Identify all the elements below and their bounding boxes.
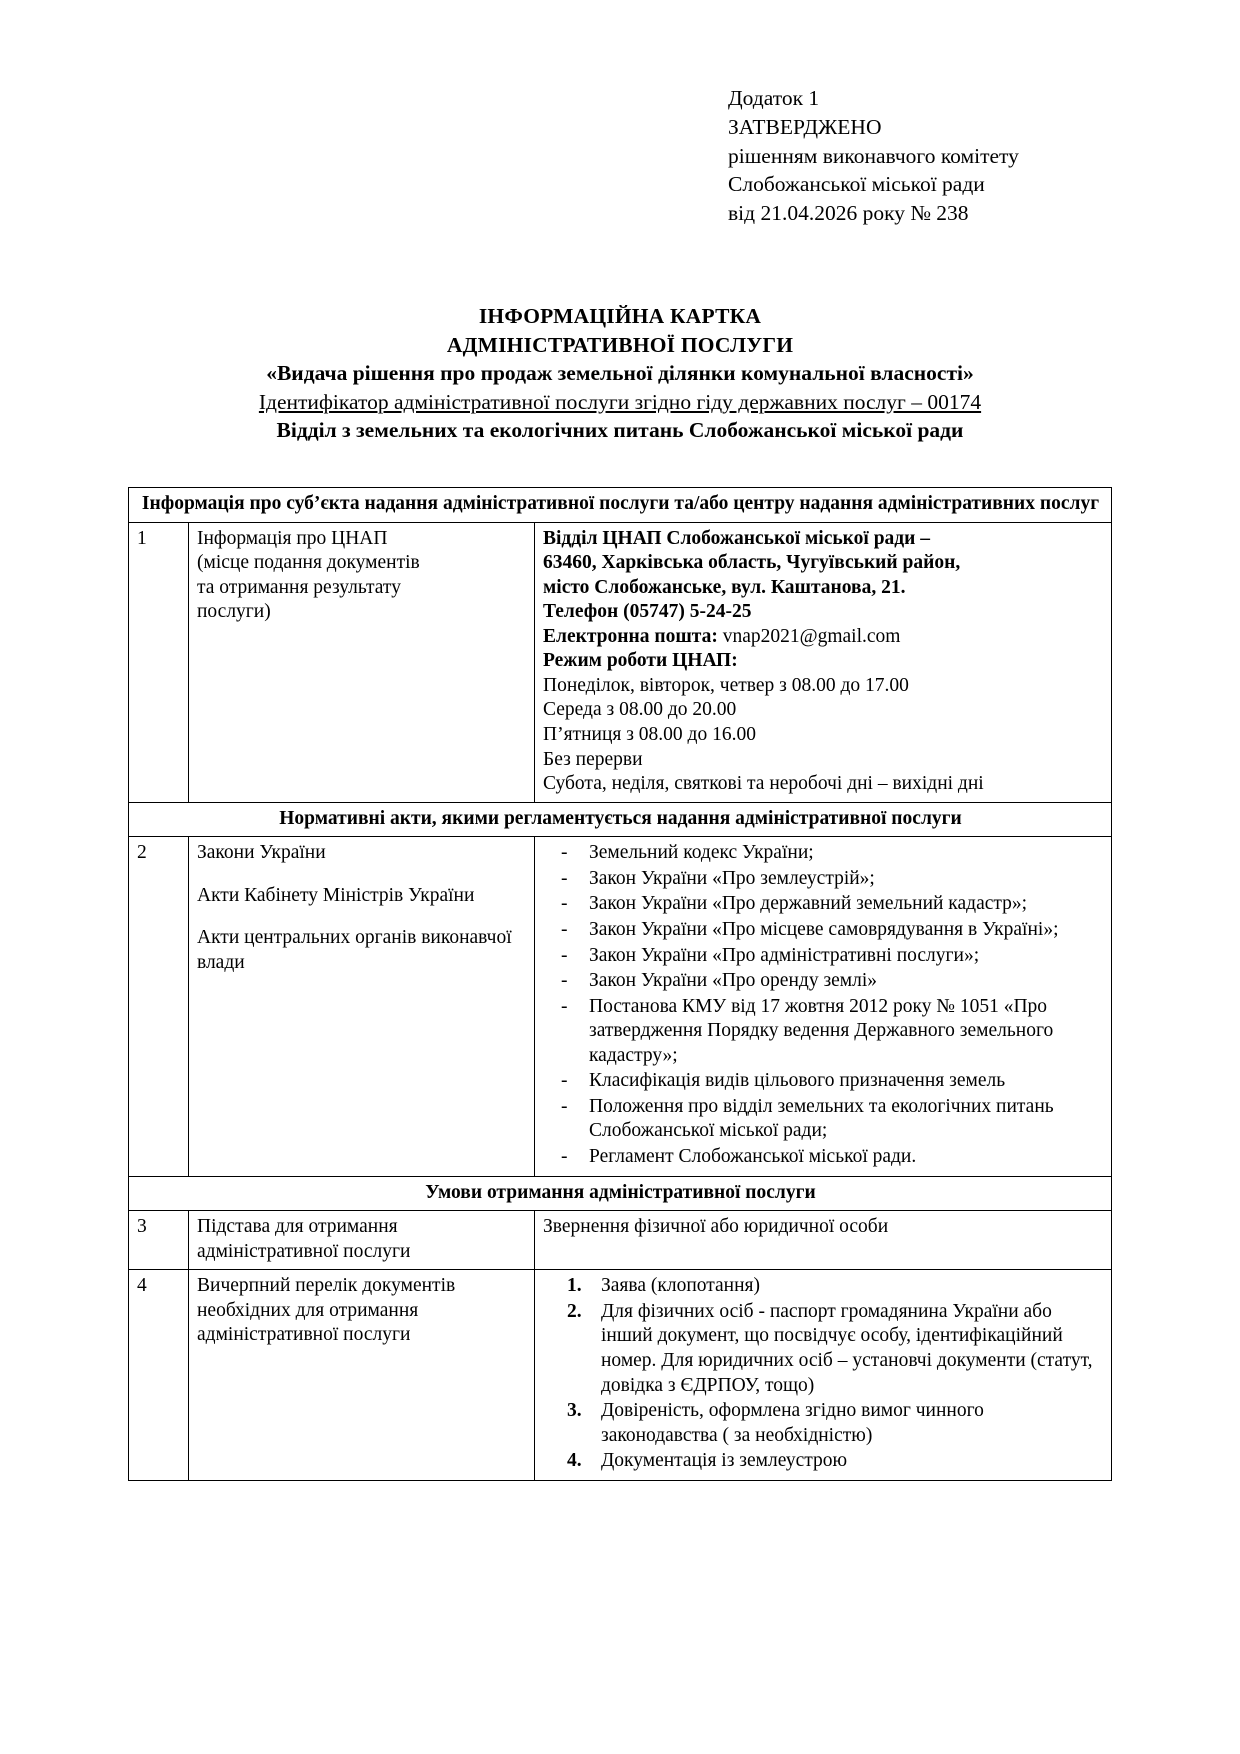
label-line: Інформація про ЦНАП (197, 527, 388, 549)
list-item: - Регламент Слобожанської міської ради. (543, 1145, 1104, 1170)
address-line: 63460, Харківська область, Чугуївський район, (543, 552, 961, 574)
row-label-documents: Вичерпний перелік документів необхідних для отримання адміністративної послуги (189, 1270, 535, 1481)
approval-line-5: від 21.04.2026 року № 238 (728, 201, 969, 226)
table-section-row (129, 487, 1112, 522)
table-section-row (129, 802, 1112, 837)
list-item: - Закон України «Про місцеве самоврядування в Україні»; (543, 918, 1104, 943)
list-item: Документація із землеустрою (601, 1450, 848, 1472)
email-label: Електронна пошта: (543, 625, 718, 647)
list-item: Для фізичних осіб - паспорт громадянина України або інший документ, що посвідчує особу, ідентифікаційний номер. Для юридичних осіб – установчі документи (статут, довідка з ЄДРПОУ, тощо) (601, 1300, 1093, 1396)
section-header-conditions: Умови отримання адміністративної послуги (129, 1176, 1112, 1211)
list-item: - Класифікація видів цільового призначення земель (543, 1069, 1104, 1094)
address-line: місто Слобожанське, вул. Каштанова, 21. (543, 576, 906, 598)
approval-line-3: рішенням виконавчого комітету (728, 143, 1019, 168)
row-value-documents (535, 1270, 1112, 1481)
list-item: - Закон України «Про оренду землі» (543, 969, 1104, 994)
approval-line-4: Слобожанської міської ради (728, 172, 985, 197)
table-section-row (129, 1176, 1112, 1211)
list-item: - Закон України «Про адміністративні послуги»; (543, 944, 1104, 969)
responsible-department: Відділ з земельних та екологічних питань Слобожанської міської ради (276, 418, 964, 443)
table-row (129, 522, 1112, 802)
address-line: Відділ ЦНАП Слобожанської міської ради – (543, 527, 931, 549)
table-row (129, 837, 1112, 1176)
schedule-line: Середа з 08.00 до 20.00 (543, 699, 737, 721)
approval-line-1: Додаток 1 (728, 86, 820, 110)
service-identifier: Ідентифікатор адміністративної послуги згідно гіду державних послуг – 00174 (258, 389, 982, 414)
table-row (129, 1211, 1112, 1270)
row-value-cnap-info (535, 522, 1112, 802)
email-line (543, 625, 1104, 650)
list-item: - Земельний кодекс України; (543, 841, 1104, 866)
row-number: 3 (129, 1211, 189, 1270)
label-group: Акти центральних органів виконавчої влади (197, 927, 512, 973)
table-row (129, 1270, 1112, 1481)
label-line: та отримання результату (197, 576, 401, 598)
schedule-line: Понеділок, вівторок, четвер з 08.00 до 17.00 (543, 674, 909, 696)
normative-acts-list (543, 841, 1104, 1169)
label-line: послуги) (197, 601, 271, 623)
schedule-line: П’ятниця з 08.00 до 16.00 (543, 724, 756, 746)
spacer (197, 866, 527, 884)
email-value[interactable]: vnap2021@gmail.com (722, 625, 901, 647)
list-item: Заява (клопотання) (601, 1275, 760, 1297)
service-name: «Видача рішення про продаж земельної ділянки комунальної власності» (266, 361, 974, 386)
document-title-block (128, 302, 1112, 445)
phone-line: Телефон (05747) 5-24-25 (543, 601, 752, 623)
section-header-provider: Інформація про суб’єкта надання адміністративної послуги та/або центру надання адміністративних послуг (129, 487, 1112, 522)
list-item: - Положення про відділ земельних та екологічних питань Слобожанської міської ради; (543, 1095, 1104, 1144)
spacer (197, 908, 527, 926)
label-group: Закони України (197, 842, 326, 864)
row-number: 2 (129, 837, 189, 1176)
approval-block (728, 84, 1112, 228)
information-card-table (128, 487, 1112, 1481)
list-item: - Постанова КМУ від 17 жовтня 2012 року № 1051 «Про затвердження Порядку ведення Державного земельного кадастру»; (543, 995, 1104, 1069)
row-label-normative-acts (189, 837, 535, 1176)
title-line-1: ІНФОРМАЦІЙНА КАРТКА (478, 303, 762, 328)
approval-line-2: ЗАТВЕРДЖЕНО (728, 114, 882, 139)
row-number: 4 (129, 1270, 189, 1481)
label-line: (місце подання документів (197, 552, 420, 574)
label-group: Акти Кабінету Міністрів України (197, 884, 475, 906)
list-item: Довіреність, оформлена згідно вимог чинного законодавства ( за необхідністю) (601, 1400, 984, 1446)
row-label-cnap-info (189, 522, 535, 802)
documents-list (543, 1274, 1104, 1474)
list-item: - Закон України «Про землеустрій»; (543, 867, 1104, 892)
section-header-normative: Нормативні акти, якими регламентується надання адміністративної послуги (129, 802, 1112, 837)
row-number: 1 (129, 522, 189, 802)
title-line-2: АДМІНІСТРАТИВНОЇ ПОСЛУГИ (446, 332, 794, 357)
row-value-normative-acts (535, 837, 1112, 1176)
row-value-basis: Звернення фізичної або юридичної особи (535, 1211, 1112, 1270)
schedule-title: Режим роботи ЦНАП: (543, 650, 738, 672)
row-label-basis: Підстава для отримання адміністративної послуги (189, 1211, 535, 1270)
schedule-line: Без перерви (543, 748, 643, 770)
list-item: - Закон України «Про державний земельний кадастр»; (543, 892, 1104, 917)
schedule-line: Субота, неділя, святкові та неробочі дні – вихідні дні (543, 773, 984, 795)
